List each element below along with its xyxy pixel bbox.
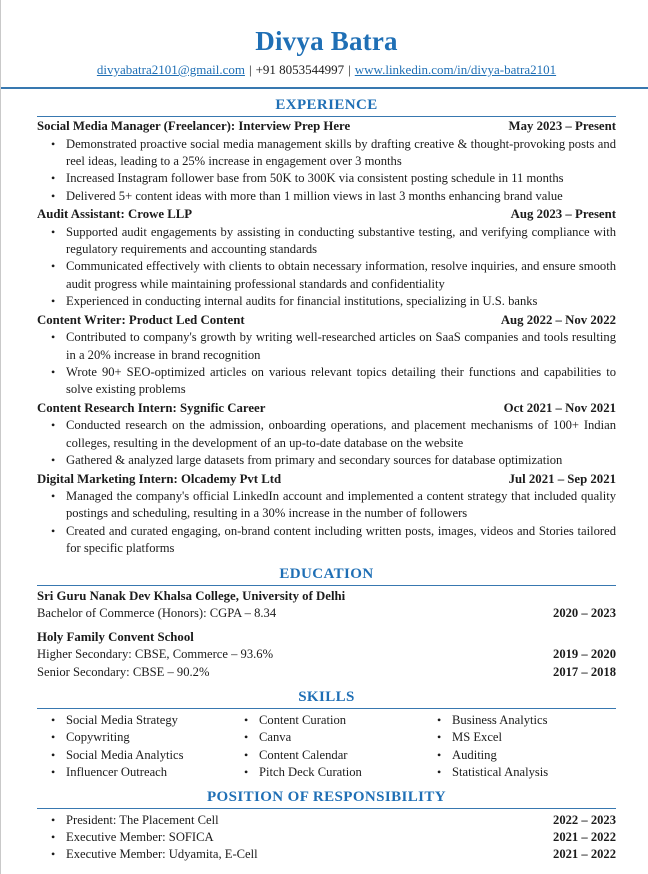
degree-text: Bachelor of Commerce (Honors): CGPA – 8.34 [37,606,277,621]
skill-item [230,712,423,729]
job-entry [37,400,616,470]
bullet-icon: • [51,847,56,862]
job-bullet [37,188,616,205]
skill-label: Pitch Deck Curation [259,764,362,779]
contact-separator: | [348,62,351,77]
skill-item [423,764,616,781]
bullet-icon: • [244,713,249,728]
education-row [37,605,616,623]
bullet-text: Wrote 90+ SEO-optimized articles on various relevant topics detailing their functions and capabilities to solve existing problems [66,364,616,397]
skills-column [37,712,230,781]
skill-label: MS Excel [452,730,503,745]
education-section-title: EDUCATION [37,565,616,586]
bullet-icon: • [51,294,56,309]
job-entry [37,206,616,311]
degree-text: Higher Secondary: CBSE, Commerce – 93.6% [37,647,274,662]
bullet-text: Created and curated engaging, on-brand content including written posts, images, videos and Stories tailored for specific platforms [66,523,616,556]
skill-label: Business Analytics [452,713,548,728]
bullet-text: Communicated effectively with clients to obtain necessary information, resolve inquiries, and ensure smooth audit progress while maintaining professional standards and confidentiality [66,259,616,291]
job-title: Content Research Intern: Sygnific Career [37,400,266,415]
job-title: Digital Marketing Intern: Olcademy Pvt Ltd [37,471,282,486]
job-bullet [37,523,616,558]
contact-separator: | [248,62,252,77]
bullet-icon: • [437,764,442,779]
skill-label: Social Media Analytics [66,747,184,762]
skill-item [230,729,423,746]
education-row [37,646,616,664]
bullet-icon: • [51,224,56,239]
experience-section-title: EXPERIENCE [37,96,616,117]
bullet-icon: • [51,171,56,186]
bullet-icon: • [51,136,56,151]
education-dates: 2017 – 2018 [553,664,616,679]
job-bullet [37,136,616,171]
skill-label: Content Calendar [259,747,348,762]
skill-item [37,729,230,746]
skills-section-title: SKILLS [37,688,616,709]
bullet-icon: • [244,730,249,745]
bullet-icon: • [437,730,442,745]
skill-label: Content Curation [259,713,347,728]
bullet-text: Increased Instagram follower base from 50K to 300K via consistent posting schedule in 11 months [66,171,564,186]
education-row [37,664,616,682]
bullet-icon: • [437,747,442,762]
skill-label: Social Media Strategy [66,713,178,728]
skills-section [37,712,616,781]
skill-item [423,747,616,764]
job-dates: May 2023 – Present [508,119,616,133]
skills-column [423,712,616,781]
responsibility-item [37,812,616,829]
bullet-text: Contributed to company's growth by writing well-researched articles on SaaS companies and tools resulting in a 20% increase in brand recognition [66,330,616,362]
job-bullet [37,293,616,310]
job-dates: Aug 2023 – Present [510,207,616,222]
responsibility-section [37,812,616,864]
job-entry [37,312,616,399]
bullet-icon: • [51,453,56,468]
bullet-icon: • [51,188,56,203]
job-dates: Aug 2022 – Nov 2022 [500,312,616,327]
job-bullet [37,224,616,259]
bullet-text: Delivered 5+ content ideas with more than 1 million views in last 3 months enhancing brand value [66,188,563,203]
linkedin-link[interactable]: www.linkedin.com/in/divya-batra2101 [354,62,557,77]
bullet-icon: • [51,730,56,745]
education-section [37,588,616,682]
bullet-text: Gathered & analyzed large datasets from primary and secondary sources for database optimization [66,453,563,468]
bullet-text: Experienced in conducting internal audits for financial institutions, specializing in U.S. banks [66,294,538,309]
bullet-text: Conducted research on the admission, onboarding operations, and placement mechanisms of 100+ Indian colleges, resulting in the development of an up-to-date database on the website [66,418,616,450]
skill-item [230,747,423,764]
bullet-icon: • [437,713,442,728]
bullet-icon: • [51,764,56,779]
bullet-icon: • [244,747,249,762]
responsibility-dates: 2021 – 2022 [553,830,616,845]
page-title: Divya Batra [255,26,398,56]
school-entry [37,588,616,623]
job-title: Audit Assistant: Crowe LLP [37,207,193,222]
bullet-icon: • [51,259,56,274]
job-bullet [37,488,616,523]
job-dates: Oct 2021 – Nov 2021 [503,400,616,415]
job-bullet [37,417,616,452]
email-link[interactable]: divyabatra2101@gmail.com [96,62,245,77]
skill-label: Influencer Outreach [66,764,168,779]
skill-label: Auditing [452,747,497,762]
education-dates: 2019 – 2020 [553,647,616,662]
skill-label: Statistical Analysis [452,764,549,779]
responsibility-text: Executive Member: Udyamita, E-Cell [66,847,258,862]
bullet-text: Managed the company's official LinkedIn account and implemented a content strategy that included quality postings and scheduling, resulting in a 30% increase in the number of followers [66,489,616,521]
bullet-icon: • [51,489,56,503]
responsibility-text: President: The Placement Cell [66,812,219,827]
job-bullet [37,452,616,469]
responsibility-text: Executive Member: SOFICA [66,830,214,845]
job-title: Social Media Manager (Freelancer): Interview Prep Here [37,119,351,133]
skill-item [37,764,230,781]
responsibility-dates: 2022 – 2023 [553,812,616,827]
responsibility-item [37,846,616,863]
phone-number: +91 8053544997 [255,62,345,77]
bullet-text: Supported audit engagements by assisting in conducting substantive testing, and verifying compliance with regulatory requirements and accounting standards [66,224,616,257]
school-name: Holy Family Convent School [37,629,194,644]
bullet-icon: • [51,830,56,845]
bullet-icon: • [51,713,56,728]
skills-column [230,712,423,781]
job-bullet [37,329,616,364]
degree-text: Senior Secondary: CBSE – 90.2% [37,664,210,679]
job-entry [37,118,616,205]
school-entry [37,629,616,682]
job-dates: Jul 2021 – Sep 2021 [508,471,616,486]
responsibility-dates: 2021 – 2022 [553,847,616,862]
job-bullet [37,258,616,293]
responsibility-section-title: POSITION OF RESPONSIBILITY [37,788,616,809]
bullet-icon: • [51,364,56,379]
skill-item [37,747,230,764]
skill-item [423,729,616,746]
skill-item [423,712,616,729]
job-entry [37,471,616,558]
job-bullet [37,364,616,399]
bullet-icon: • [51,812,56,827]
header-divider [0,87,648,89]
skill-item [230,764,423,781]
skill-label: Copywriting [66,730,130,745]
education-dates: 2020 – 2023 [553,606,616,621]
bullet-icon: • [244,764,249,779]
skill-label: Canva [259,730,292,745]
bullet-text: Demonstrated proactive social media management skills by drafting creative & thought-provoking posts and reel ideas, leading to a 25% increase in engagement over 3 months [66,136,616,168]
bullet-icon: • [51,418,56,433]
contact-line [37,62,616,78]
bullet-icon: • [51,747,56,762]
experience-section [37,118,616,558]
job-bullet [37,170,616,187]
skill-item [37,712,230,729]
school-name: Sri Guru Nanak Dev Khalsa College, University of Delhi [37,588,346,603]
bullet-icon: • [51,523,56,538]
responsibility-item [37,829,616,846]
bullet-icon: • [51,330,56,345]
job-title: Content Writer: Product Led Content [37,312,245,327]
